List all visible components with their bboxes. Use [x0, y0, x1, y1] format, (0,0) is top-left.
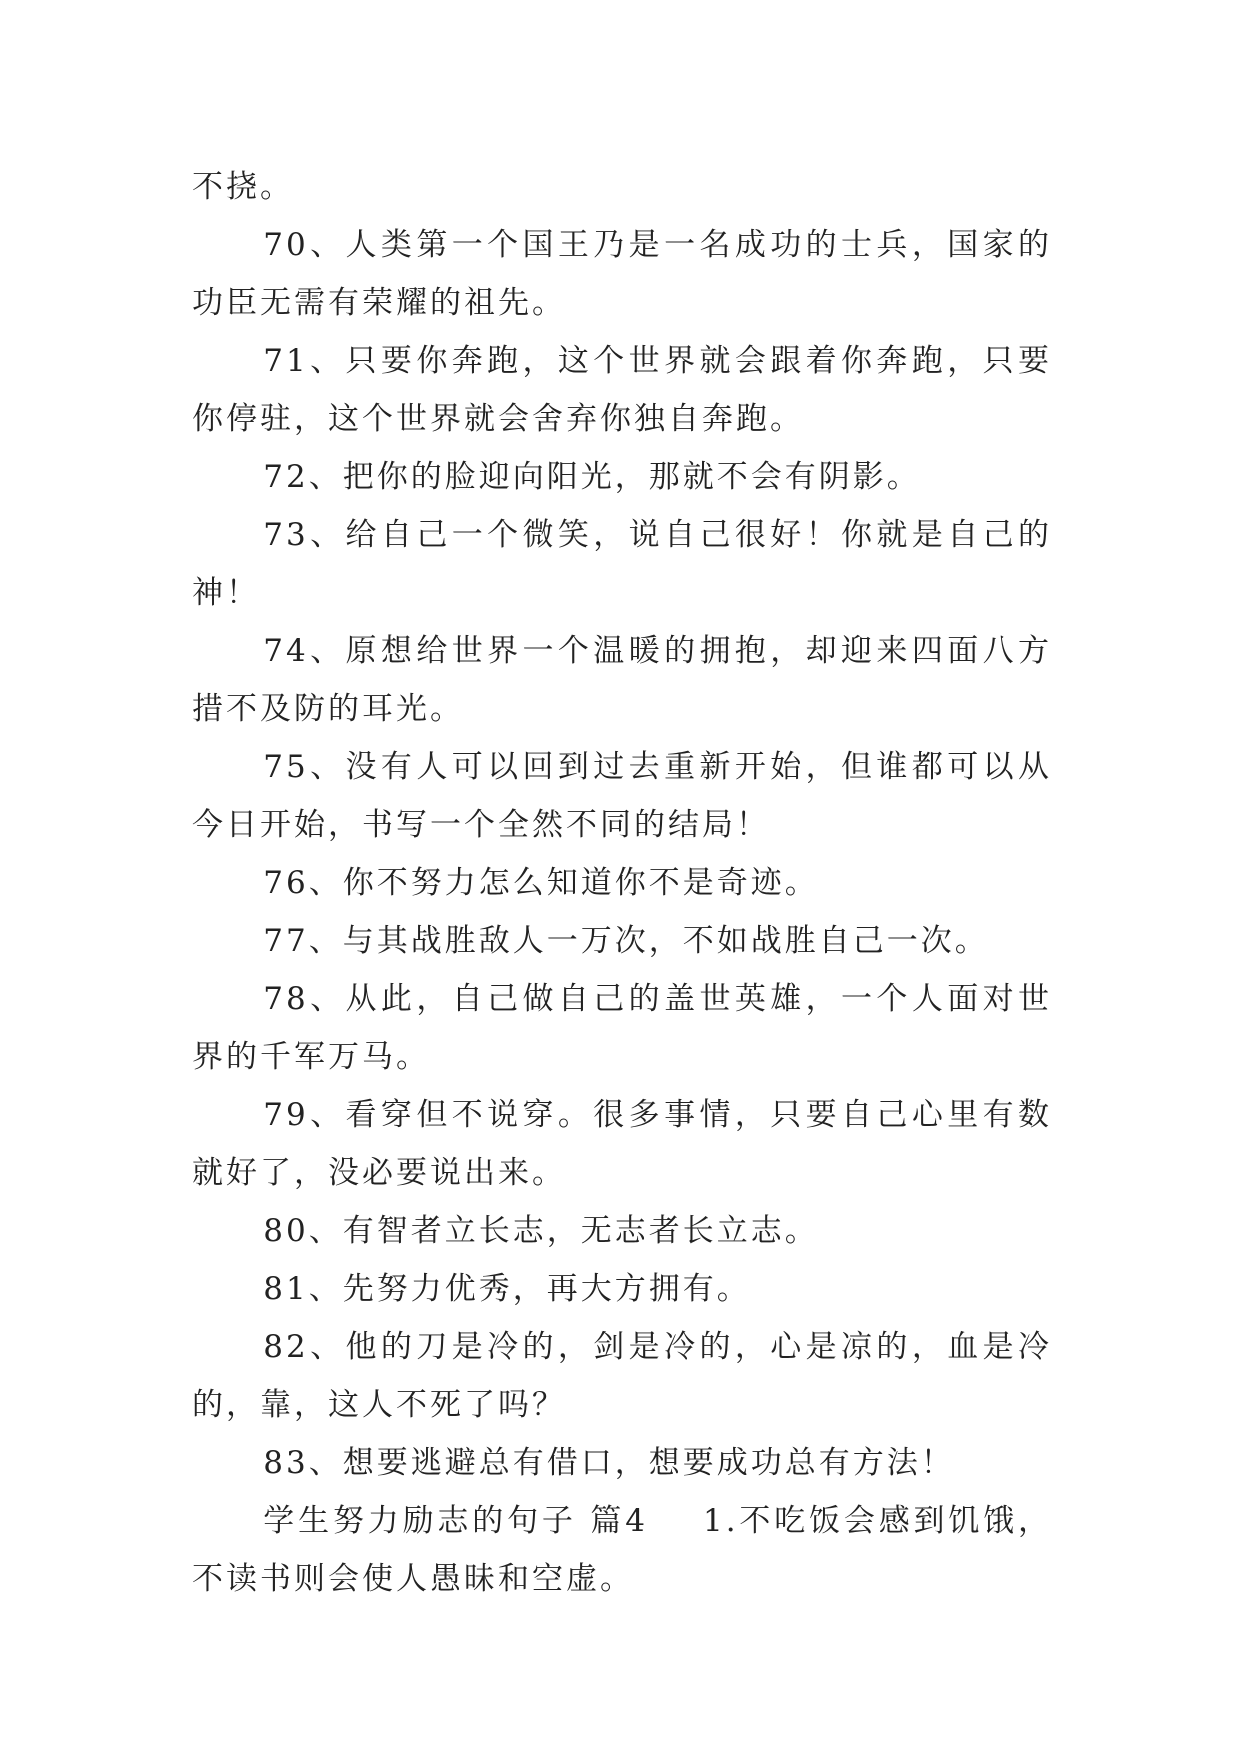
paragraph-76: 76、你不努力怎么知道你不是奇迹。	[263, 865, 819, 901]
paragraph-continuation: 不挠。	[192, 169, 294, 205]
paragraph-80: 80、有智者立长志，无志者长立志。	[263, 1213, 819, 1249]
paragraph-78: 78、从此，自己做自己的盖世英雄，一个人面对世界的千军万马。	[192, 981, 1052, 1075]
section-heading: 学生努力励志的句子 篇4	[263, 1503, 648, 1539]
paragraph-73: 73、给自己一个微笑，说自己很好！你就是自己的神！	[192, 517, 1052, 611]
paragraph-70: 70、人类第一个国王乃是一名成功的士兵，国家的功臣无需有荣耀的祖先。	[192, 227, 1052, 321]
paragraph-74: 74、原想给世界一个温暖的拥抱，却迎来四面八方措不及防的耳光。	[192, 633, 1052, 727]
paragraph-77: 77、与其战胜敌人一万次，不如战胜自己一次。	[263, 923, 989, 959]
section-paragraph	[192, 1492, 1052, 1608]
paragraph-72: 72、把你的脸迎向阳光，那就不会有阴影。	[263, 459, 921, 495]
paragraph-71: 71、只要你奔跑，这个世界就会跟着你奔跑，只要你停驻，这个世界就会舍弃你独自奔跑。	[192, 343, 1052, 437]
paragraph-81: 81、先努力优秀，再大方拥有。	[263, 1271, 751, 1307]
document-body	[192, 158, 1052, 1608]
paragraph-79: 79、看穿但不说穿。很多事情，只要自己心里有数就好了，没必要说出来。	[192, 1097, 1052, 1191]
paragraph-83: 83、想要逃避总有借口，想要成功总有方法！	[263, 1445, 955, 1481]
paragraph-82: 82、他的刀是冷的，剑是冷的，心是凉的，血是冷的，靠，这人不死了吗？	[192, 1329, 1052, 1423]
paragraph-75: 75、没有人可以回到过去重新开始，但谁都可以从今日开始，书写一个全然不同的结局！	[192, 749, 1052, 843]
section-first-sentence: 1.不吃饭会感到饥饿，不读书则会使人愚昧和空虚。	[192, 1503, 1053, 1597]
